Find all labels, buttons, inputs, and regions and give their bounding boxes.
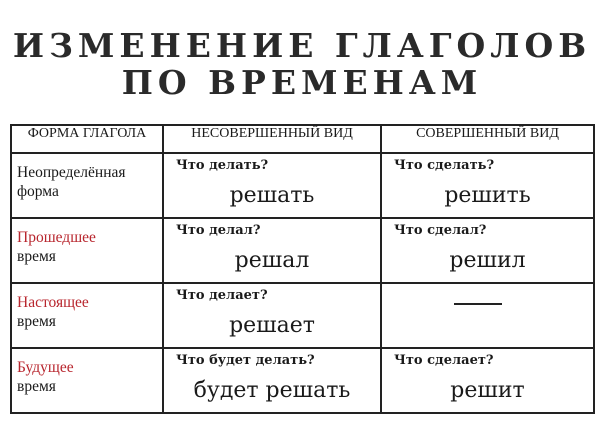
row-label-top: Настоящее — [17, 294, 89, 311]
row-label-cell — [11, 153, 163, 218]
row-label-bottom: время — [17, 313, 56, 330]
imperfective-cell — [163, 283, 381, 348]
row-label-bottom: время — [17, 378, 56, 395]
row-label-top: Будущее — [17, 359, 74, 376]
perfective-cell — [381, 153, 594, 218]
header-verb-form: ФОРМА ГЛАГОЛА — [11, 125, 163, 153]
question-text: Что сделает? — [394, 353, 494, 368]
row-label-top: Прошедшее — [17, 229, 96, 246]
table-row-infinitive — [11, 153, 594, 218]
table-row-past — [11, 218, 594, 283]
verb-answer: решать — [229, 183, 315, 208]
imperfective-cell — [163, 153, 381, 218]
row-label-top: Неопределённая — [17, 164, 126, 181]
verb-answer: решал — [234, 248, 310, 273]
perfective-cell — [381, 218, 594, 283]
imperfective-cell — [163, 218, 381, 283]
verb-answer: решил — [449, 248, 526, 273]
imperfective-cell — [163, 348, 381, 413]
table-row-future — [11, 348, 594, 413]
row-label-bottom: форма — [17, 183, 59, 200]
perfective-cell — [381, 283, 594, 348]
question-text: Что делать? — [176, 158, 269, 173]
verb-tense-table — [10, 124, 595, 414]
row-label-cell — [11, 218, 163, 283]
page-title-line-1: ИЗМЕНЕНИЕ ГЛАГОЛОВ — [12, 26, 592, 65]
table-row-present — [11, 283, 594, 348]
row-label-cell — [11, 283, 163, 348]
question-text: Что делает? — [176, 288, 268, 303]
question-text: Что делал? — [176, 223, 261, 238]
verb-answer: решает — [229, 313, 315, 338]
verb-answer: решит — [450, 378, 525, 403]
verb-answer: решить — [444, 183, 531, 208]
page-title-line-2: ПО ВРЕМЕНАМ — [121, 63, 483, 102]
header-imperfective: НЕСОВЕРШЕННЫЙ ВИД — [163, 125, 381, 153]
question-text: Что будет делать? — [176, 353, 315, 368]
question-text: Что сделать? — [394, 158, 495, 173]
header-perfective: СОВЕРШЕННЫЙ ВИД — [381, 125, 594, 153]
empty-dash — [454, 303, 502, 305]
table-header-row — [11, 125, 594, 153]
row-label-cell — [11, 348, 163, 413]
verb-answer: будет решать — [193, 378, 351, 403]
question-text: Что сделал? — [394, 223, 487, 238]
perfective-cell — [381, 348, 594, 413]
row-label-bottom: время — [17, 248, 56, 265]
